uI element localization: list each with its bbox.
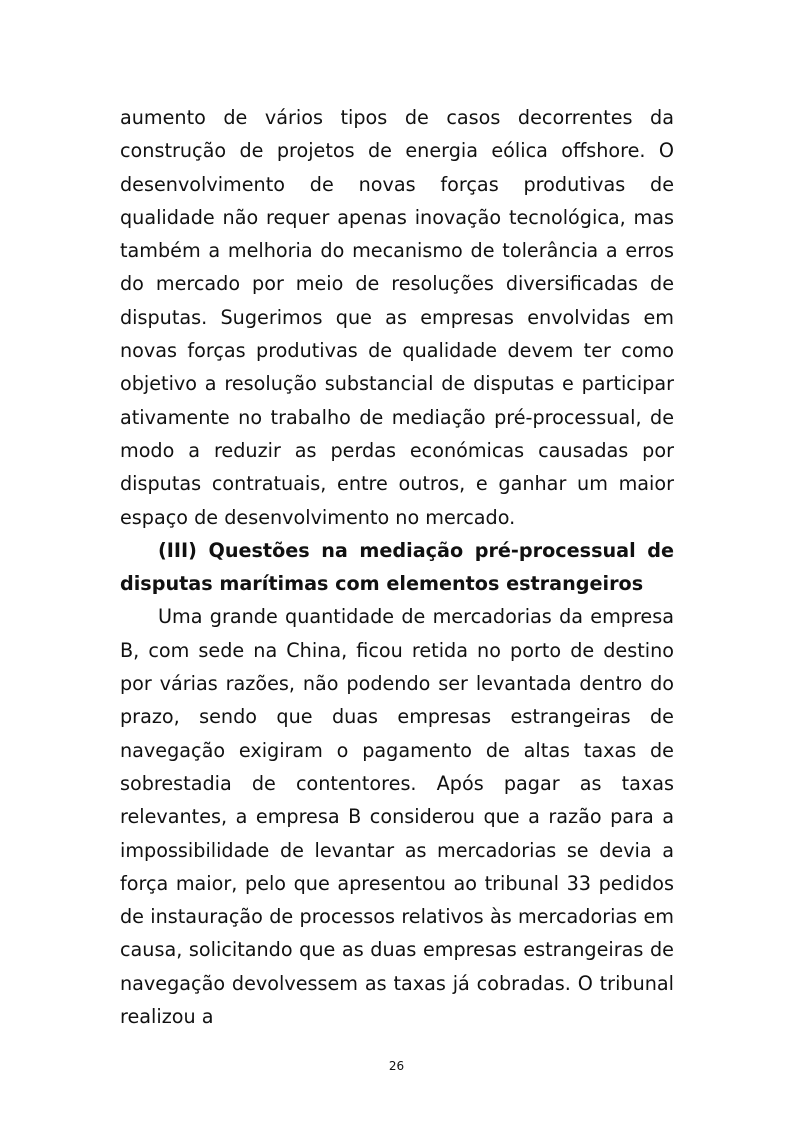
body-paragraph-continued: aumento de vários tipos de casos decorrentes da construção de projetos de energia eólica offshore. O desenvolvimento de novas forças produtivas de qualidade não requer apenas inovação tecnológica, mas também a melhoria do mecanismo de tolerância a erros do mercado por meio de resoluções diversificadas de disputas. Sugerimos que as empresas envolvidas em novas forças produtivas de qualidade devem ter como objetivo a resolução substancial de disputas e participar ativamente no trabalho de mediação pré-processual, de modo a reduzir as perdas económicas causadas por disputas contratuais, entre outros, e ganhar um maior espaço de desenvolvimento no mercado.	[120, 106, 674, 529]
page-number: 26	[388, 1059, 405, 1073]
section-heading: (III) Questões na mediação pré-processual de disputas marítimas com elementos estrangeiros	[120, 538, 674, 596]
page-body	[120, 101, 674, 1033]
body-paragraph: Uma grande quantidade de mercadorias da empresa B, com sede na China, ficou retida no porto de destino por várias razões, não podendo ser levantada dentro do prazo, sendo que duas empresas estrangeiras de navegação exigiram o pagamento de altas taxas de sobrestadia de contentores. Após pagar as taxas relevantes, a empresa B considerou que a razão para a impossibilidade de levantar as mercadorias se devia a força maior, pelo que apresentou ao tribunal 33 pedidos de instauração de processos relativos às mercadorias em causa, solicitando que as duas empresas estrangeiras de navegação devolvessem as taxas já cobradas. O tribunal realizou a	[120, 605, 674, 1029]
